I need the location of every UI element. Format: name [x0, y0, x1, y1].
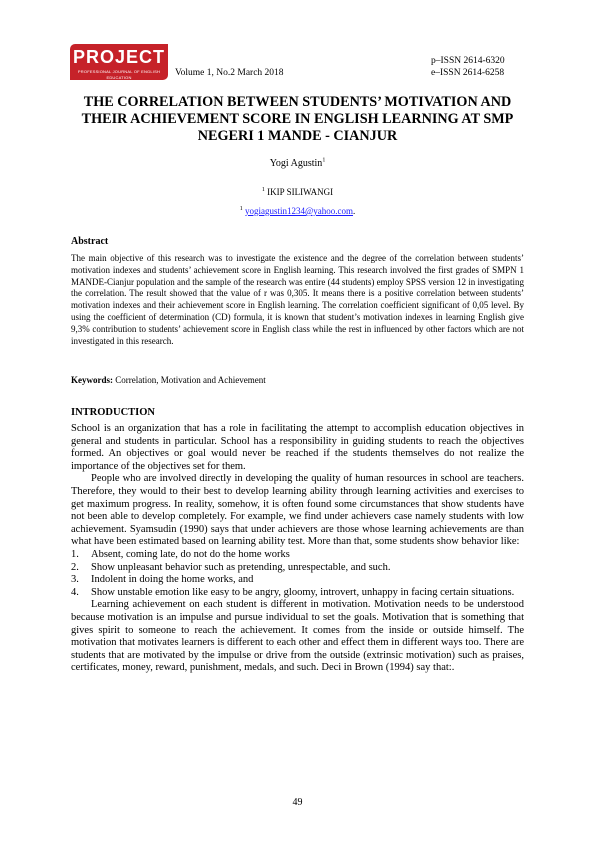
email-line — [0, 206, 595, 216]
affiliation-superscript: 1 — [261, 187, 265, 193]
volume-info: Volume 1, No.2 March 2018 — [175, 68, 284, 78]
affiliation: IKIP SILIWANGI — [267, 187, 334, 197]
author-name: Yogi Agustin — [269, 158, 323, 169]
list-number: 4. — [71, 586, 79, 598]
list-item-text: Indolent in doing the home works, and — [91, 574, 254, 586]
abstract-heading: Abstract — [71, 236, 109, 247]
list-number: 2. — [71, 561, 79, 573]
behavior-list — [71, 549, 524, 599]
keywords-label: Keywords: — [71, 375, 113, 385]
list-item-text: Show unstable emotion like easy to be angry, gloomy, introvert, unhappy in facing certain situations. — [91, 586, 515, 598]
list-item — [71, 562, 524, 575]
page-number: 49 — [292, 797, 303, 808]
paragraph: Learning achievement on each student is different in motivation. Motivation needs to be understood because motivation is an impulse and pursue individual to set the goals. Motivation that is something that gives spirit to someone to reach the achievement. It comes from the inside or outside himself. The motivation that motivates learners is different to each other and effect them in different ways too. There are students that are motivated by the impulse or drive from the outside (extrinsic motivation) such as praises, certificates, money, reward, punishment, medals, and such. Deci in Brown (1994) say that:. — [71, 599, 524, 674]
author-email-link[interactable]: yogiagustin1234@yahoo.com — [244, 206, 354, 216]
list-item — [71, 587, 524, 600]
logo-tagline: PROFESSIONAL JOURNAL OF ENGLISH EDUCATION — [77, 69, 161, 80]
section-heading-introduction: INTRODUCTION — [71, 407, 156, 418]
p-issn: p–ISSN 2614-6320 — [431, 56, 505, 66]
author-line — [0, 158, 595, 169]
list-item-text: Show unpleasant behavior such as pretending, unrespectable, and such. — [91, 561, 391, 573]
abstract-text: The main objective of this research was to investigate the existence and the degree of the correlation between students’ motivation indexes and students’ achievement score in English learning. This research involved the first grades of SMPN 1 MANDE-Cianjur population and the sample of the research was entire (44 students) employ SPSS version 12 in investigating the correlation. The result showed that the value of r was 0,305. It means there is a positive correlation between students’ motivation indexes and their achievement score in English learning. The correlation coefficient significant of 0,05 level. By using the coefficient of determination (CD) formula, it is known that student’s motivation indexes in learning English give 9,3% contribution to students’ achievement score in English class while the rest in influenced by other factors which are not investigated in this research. — [71, 253, 524, 346]
paper-title: THE CORRELATION BETWEEN STUDENTS’ MOTIVATION AND THEIR ACHIEVEMENT SCORE IN ENGLISH LEARNING AT SMP NEGERI 1 MANDE - CIANJUR — [81, 94, 514, 144]
email-superscript: 1 — [239, 206, 243, 212]
author-superscript: 1 — [322, 157, 326, 164]
affiliation-line — [0, 187, 595, 197]
list-number: 3. — [71, 574, 79, 586]
e-issn: e–ISSN 2614-6258 — [431, 68, 505, 78]
keywords-line — [71, 375, 266, 385]
list-item — [71, 574, 524, 587]
keywords: Correlation, Motivation and Achievement — [115, 375, 266, 385]
paragraph: School is an organization that has a role in facilitating the attempt to accomplish education objectives in general and students in particular. School has a responsibility in guiding students to reach the objectives formed. An objectives or goal would never be reached if the students themselves do not realize the importance of the objectives set for them. — [71, 423, 524, 472]
list-item — [71, 549, 524, 562]
journal-logo — [70, 44, 168, 80]
paragraph: People who are involved directly in developing the quality of human resources in school are teachers. Therefore, they would to their best to develop learning ability through learning activities and exercises to get maximum progress. In reality, somehow, it is often found some circumstances that show students have not been able to develop completely. For example, we find under achievers case namely students with low achievement. Syamsudin (1990) says that under achievers are those whose learning achievements are than what have been estimated based on learning ability test. More than that, some students show behavior like: — [71, 473, 524, 548]
list-item-text: Absent, coming late, do not do the home works — [91, 548, 290, 560]
logo-wordmark: PROJECT — [72, 47, 166, 67]
list-number: 1. — [71, 548, 79, 560]
introduction-body — [71, 423, 524, 675]
email-trailer: . — [353, 206, 356, 216]
